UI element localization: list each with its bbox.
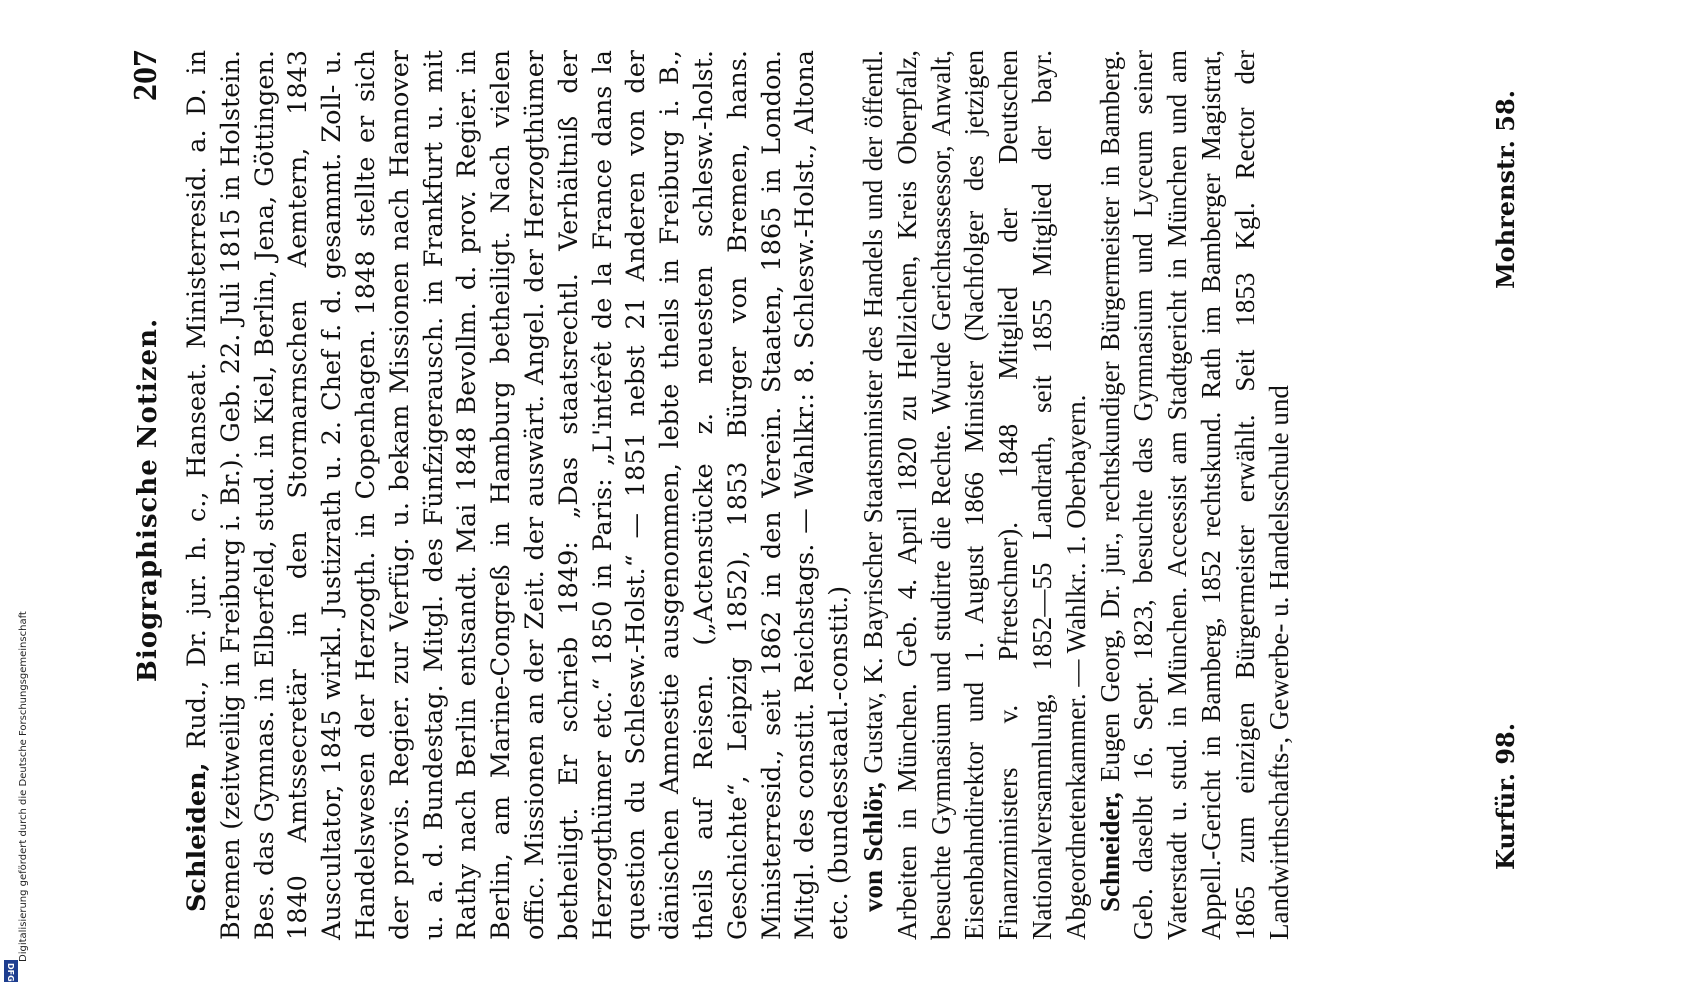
dfg-sidebar <box>4 560 29 982</box>
entry-text: Eugen Georg, Dr. jur., rechtskundiger Bürgermeister in Bamberg. Geb. daselbt 16. Sept. 1823, besuchte das Gymnasium und Lyceum seiner Vaterstadt u. stud. in München. Accessist am Stadtgericht in München und am Appell.-Gericht in Bamberg, 1852 rechtskund. Rath im Bamberger Magistrat, 1865 zum einzigen Bürgermeister erwählt. Seit 1853 Kgl. Rector der Landwirthschafts-, Gewerbe- u. Handelsschule und <box>1094 50 1294 940</box>
page-number: 207 <box>127 50 164 101</box>
footer-left-note: Kurfür. 98. <box>1491 722 1520 870</box>
entry-name: Schneider, <box>1094 792 1125 912</box>
page-header <box>127 50 173 950</box>
page-footer <box>1491 50 1531 950</box>
running-head: Biographische Notizen. <box>133 317 163 683</box>
entry-text: Rud., Dr. jur. h. c., Hanseat. Ministerresid. a. D. in Bremen (zeitweilig in Freiburg i. Br.). Geb. 22. Juli 1815 in Holstein. Bes. das Gymnas. in Elberfeld, stud. in Kiel, Berlin, Jena, Göttingen. 1840 Amtssecretär in den Stormarnschen Aemtern, 1843 Auscultator, 1845 wirkl. Justizrath u. 2. Chef f. d. gesammt. Zoll- u. Handelswesen der Herzogth. in Copenhagen. 1848 stellte er sich der provis. Regier. zur Verfüg. u. bekam Missionen nach Hannover u. a. d. Bundestag. Mitgl. des Fünfzigerausch. in Frankfurt u. mit Rathy nach Berlin entsandt. Mai 1848 Bevollm. d. prov. Regier. in Berlin, am Marine-Congreß in Hamburg betheiligt. Nach vielen offic. Missionen an der Zeit. der auswärt. Angel. der Herzogthümer betheiligt. Er schrieb 1849: „Das staatsrechtl. Verhältniß der Herzogthümer etc.“ 1850 in Paris: „L'intérêt de la France dans la question du Schlesw.-Holst.“ — 1851 nebst 21 Anderen von der dänischen Amnestie ausgenommen, lebte theils in Freiburg i. B., theils auf Reisen. („Actenstücke z. neuesten schlesw.-holst. Geschichte“, Leipzig 1852), 1853 Bürger von Bremen, hans. Ministerresid., seit 1862 in den Verein. Staaten, 1865 in London. Mitgl. des constit. Reichstags. — Wahlkr.: 8. Schlesw.-Holst., Altona etc. (bundesstaatl.-constit.) <box>182 50 855 940</box>
entry-schneider <box>1094 50 1297 940</box>
text-column <box>181 50 1296 940</box>
dfg-logo-text: DFG <box>6 963 15 982</box>
funding-notice: Digitalisierung gefördert durch die Deutsche Forschungsgemeinschaft <box>18 611 29 962</box>
entry-name: von Schlör, <box>857 782 888 912</box>
rotated-book-page <box>93 50 1593 950</box>
entry-name: Schleiden, <box>182 762 212 912</box>
entry-schleiden <box>181 50 857 940</box>
dfg-logo-icon <box>4 960 18 982</box>
entry-text: Gustav, K. Bayrischer Staatsminister des Handels und der öffentl. Arbeiten in München. Geb. 4. April 1820 zu Hellzichen, Kreis Oberpfalz, besuchte Gymnasium und studirte die Rechte. Wurde Gerichtsassessor, Anwalt, Eisenbahndirektor und 1. August 1866 Minister (Nachfolger des jetzigen Finanzministers v. Pfretschner). 1848 Mitglied der Deutschen Nationalversammlung, 1852—55 Landrath, seit 1855 Mitglied der bayr. Abgeordnetenkammer. — Wahlkr.. 1. Oberbayern. <box>857 50 1091 940</box>
entry-schloer <box>857 50 1094 940</box>
footer-right-note: Mohrenstr. 58. <box>1491 90 1520 289</box>
